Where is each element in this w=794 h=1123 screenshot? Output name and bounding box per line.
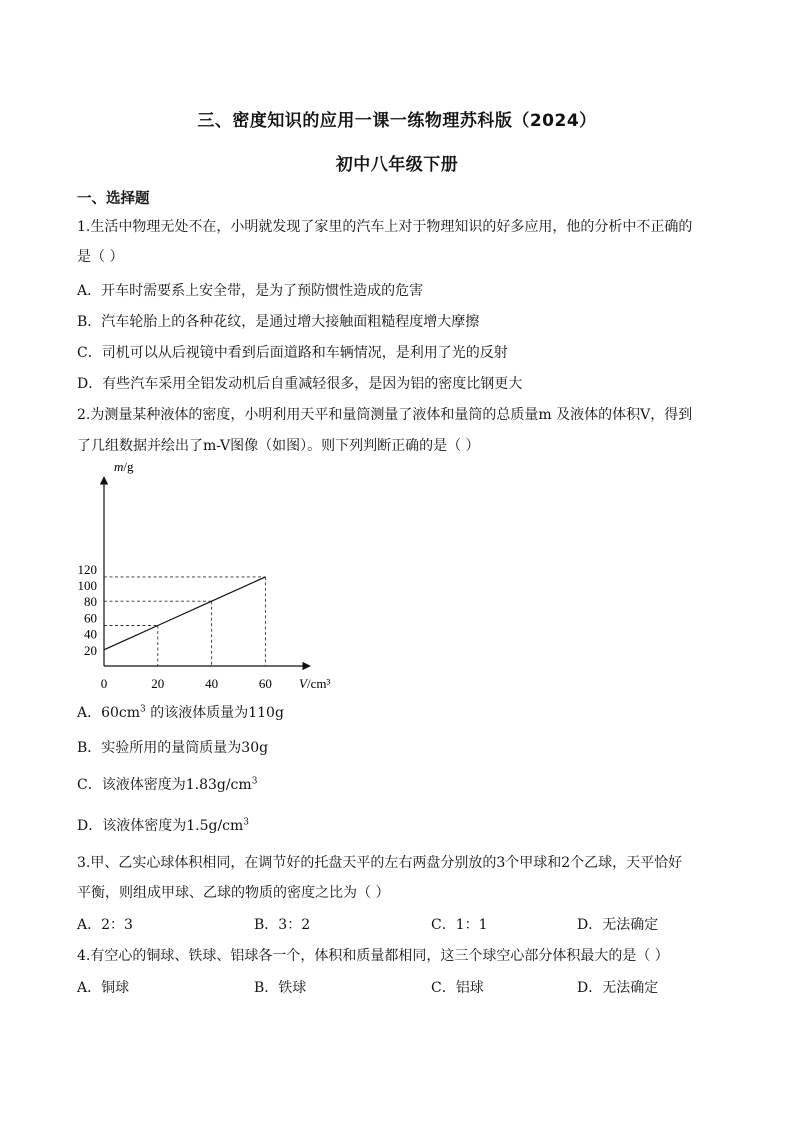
q1-stem-line-2: 是（ ）: [77, 249, 124, 265]
dashed-guides: [104, 577, 265, 666]
graph-axes: [104, 477, 310, 666]
q4-option-c: C．铝球: [431, 980, 484, 996]
q3-option-d: D．无法确定: [577, 917, 659, 933]
y-tick-label-20: 20: [84, 642, 97, 658]
data-series: [104, 577, 265, 650]
q3-option-a: A．2：3: [77, 917, 133, 933]
q1-option-b: B．汽车轮胎上的各种花纹，是通过增大接触面粗糙程度增大摩擦: [77, 314, 480, 330]
tick-labels: [78, 562, 272, 691]
m-v-graph-svg: [70, 455, 350, 695]
q1-option-d: D．有些汽车采用全铝发动机后自重减轻很多，是因为铝的密度比钢更大: [77, 376, 523, 392]
y-tick-label-80: 80: [84, 594, 97, 610]
x-axis-label: V/cm³: [299, 676, 331, 691]
q1-stem-line-1: 1.生活中物理无处不在，小明就发现了家里的汽车上对于物理知识的好多应用，他的分析中不正确的: [77, 219, 693, 235]
y-tick-label-120: 120: [77, 561, 97, 577]
q4-option-d: D．无法确定: [577, 980, 659, 996]
q4-option-b: B．铁球: [254, 980, 307, 996]
q2-option-a: A．$60cm^3$ 的该液体质量为110g: [77, 704, 284, 721]
x-tick-label-60: 60: [258, 676, 272, 691]
series-line-0: [104, 577, 265, 650]
y-axis-label: m/g: [114, 459, 134, 474]
q3-stem-line-2: 平衡，则组成甲球、乙球的物质的密度之比为（ ）: [77, 885, 390, 901]
q2-stem-line-2: 了几组数据并绘出了m-V图像（如图）。则下列判断正确的是（ ）: [77, 438, 480, 454]
x-tick-label-40: 40: [205, 676, 219, 691]
q3-option-b: B．3：2: [254, 917, 311, 933]
q4-stem-line-1: 4.有空心的铜球、铁球、铝球各一个，体积和质量都相同，这三个球空心部分体积最大的是（ ）: [77, 948, 669, 964]
y-tick-label-40: 40: [84, 626, 97, 642]
q4-option-a: A．铜球: [77, 980, 130, 996]
q3-stem-line-1: 3.甲、乙实心球体积相同，在调节好的托盘天平的左右两盘分别放的3个甲球和2个乙球，天平恰好: [77, 855, 683, 871]
q1-option-c: C．司机可以从后视镜中看到后面道路和车辆情况，是利用了光的反射: [77, 345, 508, 361]
q2-option-c: C．该液体密度为$1.83g/cm^3$: [77, 776, 258, 793]
document-title: 三、密度知识的应用一课一练物理苏科版（2024）: [197, 111, 597, 131]
m-v-graph: [70, 455, 350, 699]
document-subtitle: 初中八年级下册: [335, 155, 459, 175]
q2-option-b: B．实验所用的量筒质量为30g: [77, 740, 269, 756]
section-heading: 一、选择题: [77, 191, 150, 207]
q2-option-d: D．该液体密度为$1.5g/cm^3$: [77, 817, 250, 834]
x-tick-label-20: 20: [151, 676, 165, 691]
q1-option-a: A．开车时需要系上安全带，是为了预防惯性造成的危害: [77, 283, 424, 299]
y-tick-label-60: 60: [84, 610, 97, 626]
y-tick-label-100: 100: [77, 578, 97, 593]
x-tick-label-0: 0: [100, 676, 108, 691]
q3-option-c: C．1：1: [431, 917, 488, 933]
q2-stem-line-1: 2.为测量某种液体的密度，小明利用天平和量筒测量了液体和量筒的总质量m 及液体的体积V，得到: [77, 407, 693, 423]
